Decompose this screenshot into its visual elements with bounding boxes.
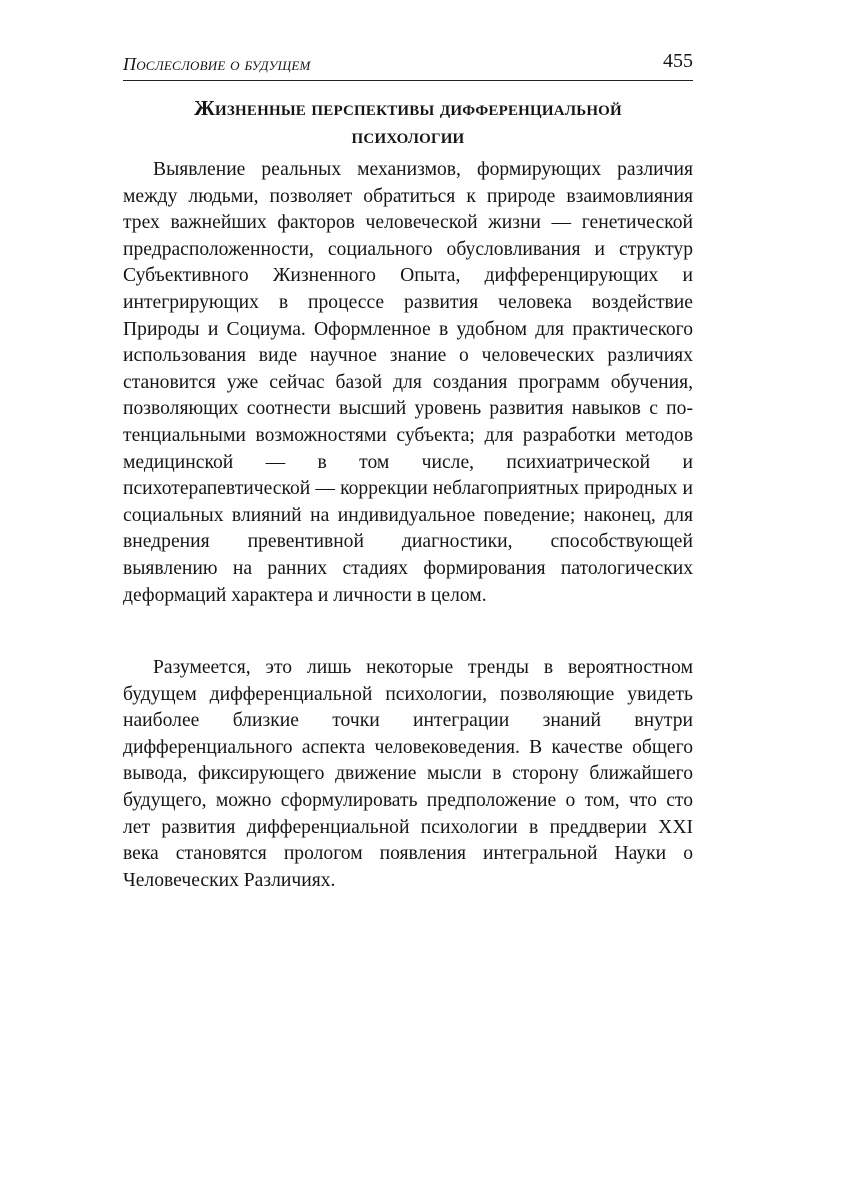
running-head-title: Послесловие о будущем xyxy=(123,54,311,74)
section-heading-line-1: Жизненные перспективы дифференциальной xyxy=(194,96,622,120)
section-heading xyxy=(123,94,693,150)
running-head xyxy=(123,50,693,81)
paragraph-1: Выявление реальных механизмов, формирующих различия между людьми, позволяет обратиться к природе взаимовлияния трех важнейших факторов человеческой жизни — генетической предрасположенности, социального обусловливания и структур Субъективного Жизненного Опыта, дифференцирующих и интегрирующих в процессе развития человека воздействие Природы и Социума. Оформленное в удобном для практического использования виде научное знание о человеческих различиях становится уже сейчас базой для создания программ обучения, позволяющих соотнести высший уровень развития навыков с потенциальными возможностями субъекта; для разработки методов медицинской — в том числе, психиатрической и психотерапевтической — коррекции неблагоприятных природных и социальных влияний на индивидуальное поведение; наконец, для внедрения превентивной диагностики, способствующей выявлению на ранних стадиях формирования патологических деформаций характера и личности в целом. xyxy=(123,159,693,606)
section-heading-line-2: психологии xyxy=(351,124,465,148)
paragraph-2: Разумеется, это лишь некоторые тренды в вероятностном будущем дифференциальной психологии, позволяющие увидеть наиболее близкие точки интеграции знаний внутри дифференциального аспекта человековедения. В качестве общего вывода, фиксирующего движение мысли в сторону ближайшего будущего, можно сформулировать предположение о том, что сто лет развития дифференциальной психологии в преддверии XXI века становятся прологом появления интегральной Науки о Человеческих Различиях. xyxy=(123,657,693,891)
page-number: 455 xyxy=(663,50,693,72)
